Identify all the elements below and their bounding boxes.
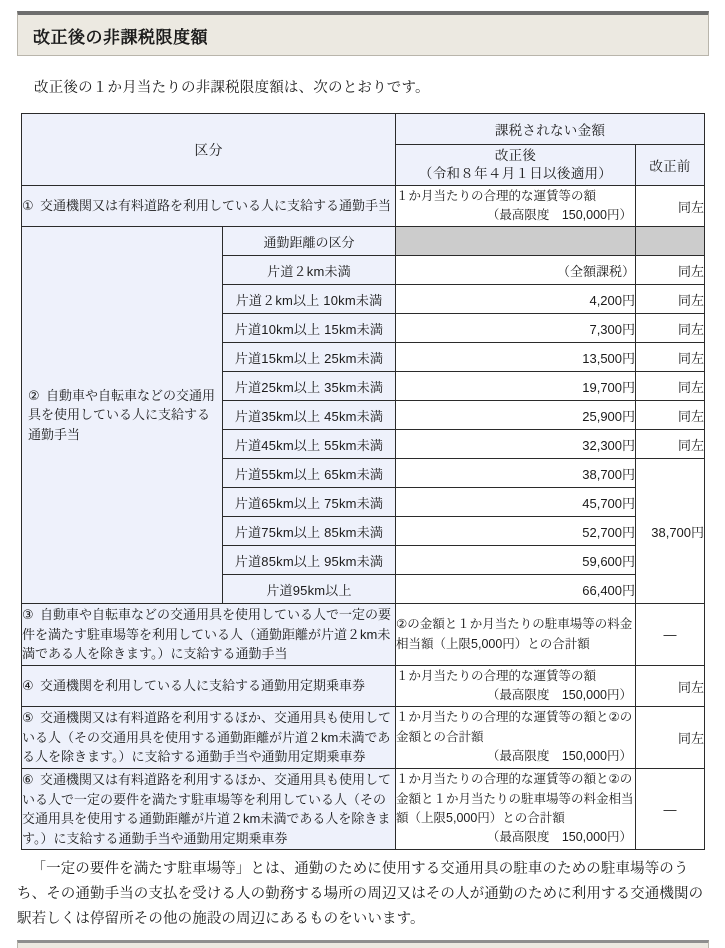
table-row-item5	[22, 707, 705, 769]
intro-text: 改正後の１か月当たりの非課税限度額は、次のとおりです。	[34, 80, 430, 96]
distance-after-amount: 13,500円	[396, 343, 636, 372]
table-row-item6	[22, 769, 705, 850]
table-row-item3	[22, 604, 705, 666]
distance-after-amount: 38,700円	[396, 459, 636, 488]
item1-label: 交通機関又は有料道路を利用している人に支給する通勤手当	[40, 198, 392, 214]
item6-label: 交通機関又は有料道路を利用するほか、交通用具も使用している人で一定の要件を満たす駐車場等を利用している人（その交通用具を使用する通勤距離が片道２km未満である人を除きます。）に支給する通勤手当や通勤用定期乗車券	[22, 772, 392, 846]
item6-after-line2: （最高限度 150,000円）	[486, 830, 633, 845]
item5-number: ⑤	[22, 710, 34, 726]
item1-number: ①	[22, 198, 34, 214]
section-heading-banner	[17, 11, 709, 56]
header-after-revision	[396, 145, 636, 186]
distance-after-amount: 19,700円	[396, 372, 636, 401]
distance-label: 片道95km以上	[223, 575, 396, 604]
distance-after-amount: 7,300円	[396, 314, 636, 343]
table-row-item2-subhead	[22, 227, 705, 256]
distance-after-amount: 45,700円	[396, 488, 636, 517]
next-section-banner	[17, 940, 709, 948]
header-after-revision-line1: 改正後	[494, 147, 537, 163]
item5-label: 交通機関又は有料道路を利用するほか、交通用具も使用している人（その交通用具を使用する通勤距離が片道２km未満である人を除きます。）に支給する通勤手当や通勤用定期乗車券	[22, 710, 392, 765]
item5-before-amount: 同左	[636, 707, 705, 769]
table-row-item4	[22, 666, 705, 707]
distance-before-amount: 同左	[636, 314, 705, 343]
item4-after-line1: １か月当たりの合理的な運賃等の額	[396, 668, 597, 683]
item2-number: ②	[28, 387, 40, 403]
item2-label: 自動車や自転車などの交通用具を使用している人に支給する通勤手当	[28, 387, 216, 442]
item6-before-amount: —	[636, 769, 705, 850]
distance-label: 片道２km以上 10km未満	[223, 285, 396, 314]
item4-label: 交通機関を利用している人に支給する通勤用定期乗車券	[40, 678, 366, 694]
table-row-item1	[22, 186, 705, 227]
item3-after-line1: ②の金額と１か月当たりの駐車場等の料金相当額（上限5,000円）との合計額	[396, 617, 633, 651]
item2-category	[22, 227, 223, 604]
distance-label: 片道75km以上 85km未満	[223, 517, 396, 546]
distance-after-amount: 66,400円	[396, 575, 636, 604]
distance-label: 片道85km以上 95km未満	[223, 546, 396, 575]
distance-after-amount: （全額課税）	[396, 256, 636, 285]
item6-number: ⑥	[22, 772, 34, 787]
distance-label: 片道35km以上 45km未満	[223, 401, 396, 430]
item1-after-amount	[396, 186, 636, 227]
item4-number: ④	[22, 678, 34, 694]
commuting-allowance-table	[21, 113, 705, 850]
distance-before-amount: 同左	[636, 372, 705, 401]
item3-after-amount	[396, 604, 636, 666]
header-before-revision: 改正前	[636, 145, 705, 186]
item5-after-line2: （最高限度 150,000円）	[486, 749, 633, 764]
item1-after-line1: １か月当たりの合理的な運賃等の額	[396, 188, 597, 203]
header-after-revision-line2: （令和８年４月１日以後適用）	[418, 166, 613, 181]
distance-label: 片道２km未満	[223, 256, 396, 285]
item1-after-line2: （最高限度 150,000円）	[486, 208, 633, 222]
distance-before-amount: 同左	[636, 401, 705, 430]
item3-category	[22, 604, 396, 666]
distance-label: 片道65km以上 75km未満	[223, 488, 396, 517]
distance-before-amount: 同左	[636, 285, 705, 314]
table-header-row-1	[22, 114, 705, 145]
distance-category-header: 通勤距離の区分	[223, 227, 396, 256]
page-title: 改正後の非課税限度額	[33, 27, 208, 47]
item6-after-amount	[396, 769, 636, 850]
note-paragraph: 「一定の要件を満たす駐車場等」とは、通勤のために使用する交通用具の駐車のための駐車場等のうち、その通勤手当の支払を受ける人の勤務する場所の周辺又はその人が通勤のために利用する交通機関の駅若しくは停留所その他の施設の周辺にあるものをいいます。	[17, 861, 704, 927]
distance-before-amount: 同左	[636, 343, 705, 372]
distance-before-amount: 同左	[636, 430, 705, 459]
item4-after-line2: （最高限度 150,000円）	[486, 688, 633, 702]
item5-after-amount	[396, 707, 636, 769]
item1-category	[22, 186, 396, 227]
item6-after-line1: １か月当たりの合理的な運賃等の額と②の金額と１か月当たりの駐車場等の料金相当額（上限5,000円）との合計額	[396, 772, 634, 825]
distance-header-before-blank	[636, 227, 705, 256]
item4-after-amount	[396, 666, 636, 707]
distance-header-after-blank	[396, 227, 636, 256]
distance-before-amount: 同左	[636, 256, 705, 285]
distance-after-amount: 4,200円	[396, 285, 636, 314]
distance-label: 片道10km以上 15km未満	[223, 314, 396, 343]
item2-before-merged-amount: 38,700円	[636, 459, 705, 604]
distance-label: 片道15km以上 25km未満	[223, 343, 396, 372]
distance-label: 片道55km以上 65km未満	[223, 459, 396, 488]
distance-label: 片道25km以上 35km未満	[223, 372, 396, 401]
item4-category	[22, 666, 396, 707]
item3-before-amount: —	[636, 604, 705, 666]
item6-category	[22, 769, 396, 850]
distance-after-amount: 25,900円	[396, 401, 636, 430]
item5-category	[22, 707, 396, 769]
distance-after-amount: 52,700円	[396, 517, 636, 546]
distance-label: 片道45km以上 55km未満	[223, 430, 396, 459]
item5-after-line1: １か月当たりの合理的な運賃等の額と②の金額との合計額	[396, 710, 633, 744]
item3-number: ③	[22, 607, 34, 623]
item3-label: 自動車や自転車などの交通用具を使用している人で一定の要件を満たす駐車場等を利用している人（通勤距離が片道２km未満である人を除きます。）に支給する通勤手当	[22, 607, 392, 662]
distance-after-amount: 32,300円	[396, 430, 636, 459]
distance-after-amount: 59,600円	[396, 546, 636, 575]
item4-before-amount: 同左	[636, 666, 705, 707]
item1-before-amount: 同左	[636, 186, 705, 227]
header-kubun: 区分	[22, 114, 396, 186]
header-non-taxable-amount: 課税されない金額	[396, 114, 705, 145]
